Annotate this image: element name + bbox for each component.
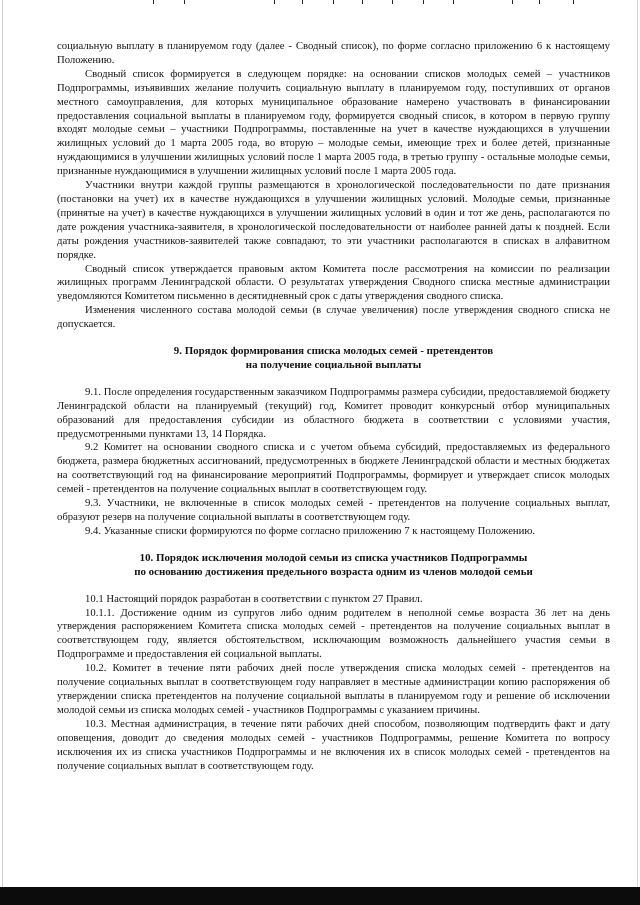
scan-bottom-edge [0,887,640,905]
section-10-title-line-2: по основанию достижения предельного возраста одним из членов молодой семьи [134,565,533,578]
section-10-heading [57,552,610,580]
intro-paragraph-1: социальную выплату в планируемом году (далее - Сводный список), по форме согласно приложению 6 к настоящему Положению. [57,40,610,66]
scan-top-edge [0,0,640,5]
section-9-title-line-2: на получение социальной выплаты [245,358,422,371]
section-9-paragraph-3: 9.3. Участники, не включенные в список молодых семей - претендентов на получение социальных выплат, образуют резерв на получение социальной выплаты в соответствующем году. [57,497,610,523]
scan-left-edge [2,0,3,905]
section-10-paragraph-1: 10.1 Настоящий порядок разработан в соответствии с пунктом 27 Правил. [85,592,423,605]
section-10-paragraph-4: 10.3. Местная администрация, в течение пяти рабочих дней способом, позволяющим подтвердить факт и дату оповещения, доводит до сведения молодых семей - участников Подпрограммы, решение Комитета по вопросу исключения их из списка участников Подпрограммы и не включения их в список молодых семей - претендентов на получение социальных выплат в соответствующем году. [57,717,610,772]
intro-paragraph-5: Изменения численного состава молодой семьи (в случае увеличения) после утверждения сводного списка не допускается. [57,304,610,331]
section-9-paragraph-4: 9.4. Указанные списки формируются по форме согласно приложению 7 к настоящему Положению. [85,524,536,537]
intro-paragraph-3: Участники внутри каждой группы размещаются в хронологической последовательности по дате признания (постановки на учет) их в качестве нуждающихся в улучшении жилищных условий. Молодые семьи, признанные (принятые на учет) в качестве нуждающихся в улучшении жилищных условий в один и тот же день, располагаются по дате рождения участника-заявителя, в хронологической последовательности от наиболее ранней даты к поздней. Если даты рождения участников-заявителей также совпадают, то эти участники располагаются в списках в алфавитном порядке. [57,179,610,261]
section-9-title-line-1: 9. Порядок формирования списка молодых семей - претендентов [173,345,494,358]
section-9-paragraph-2: 9.2 Комитет на основании сводного списка и с учетом объема субсидий, предоставляемых из федерального бюджета, размера бюджетных ассигнований, предусмотренных в бюджете Ленинградской области и местных бюджетах на соответствующий год на финансирование мероприятий Подпрограммы, формирует и утверждает список молодых семей - претендентов на получение социальных выплат в соответствующем году. [57,441,610,496]
intro-paragraph-2: Сводный список формируется в следующем порядке: на основании списков молодых семей – участников Подпрограммы, изъявивших желание получить социальную выплату в планируемом году, поступивших от органов местного самоуправления, для которых муниципальное образование намерено участвовать в финансировании предоставления социальной выплаты в планируемом году, формируется сводный список, в котором в первую группу входят молодые семьи – участники Подпрограммы, поставленные на учет в качестве нуждающихся в улучшении жилищных условий до 1 марта 2005 года, во вторую – молодые семьи, имеющие трех и более детей, признанные нуждающимися в улучшении жилищных условий после 1 марта 2005 года, в третью группу - остальные молодые семьи, признанные нуждающимися в улучшении жилищных условий после 1 марта 2005 года. [57,67,610,178]
scan-right-edge [637,0,638,905]
section-10-paragraph-2: 10.1.1. Достижение одним из супругов либо одним родителем в неполной семье возраста 36 лет на день утверждения распоряжением Комитета списка молодых семей - претендентов на получение социальных выплат в соответствующем году, является обстоятельством, исключающим возможность дальнейшего участия семьи в Подпрограмме и предоставления ей социальной выплаты. [57,606,610,661]
document-body [57,40,610,773]
section-10-title-line-1: 10. Порядок исключения молодой семьи из списка участников Подпрограммы [139,551,528,564]
section-9-paragraph-1: 9.1. После определения государственным заказчиком Подпрограммы размера субсидии, предоставляемой бюджету Ленинградской области на планируемый (текущий) год, Комитет проводит конкурсный отбор муниципальных образований для предоставления субсидии из областного бюджета в соответствии с условиями участия, предусмотренными пунктами 13, 14 Порядка. [57,385,610,440]
section-9-heading [57,345,610,373]
section-10-paragraph-3: 10.2. Комитет в течение пяти рабочих дней после утверждения списка молодых семей - претендентов на получение социальных выплат в соответствующем году направляет в местные администрации копию распоряжения об утверждении списка претендентов на получение социальной выплаты в планируемом году и решение об исключении молодой семьи из списка молодых семей - участников Подпрограммы с указанием причины. [57,662,610,716]
intro-paragraph-4: Сводный список утверждается правовым актом Комитета после рассмотрения на комиссии по реализации жилищных программ Ленинградской области. О результатах утверждения Сводного списка местные администрации уведомляются Комитетом письменно в десятидневный срок с даты утверждения сводного списка. [57,262,610,303]
